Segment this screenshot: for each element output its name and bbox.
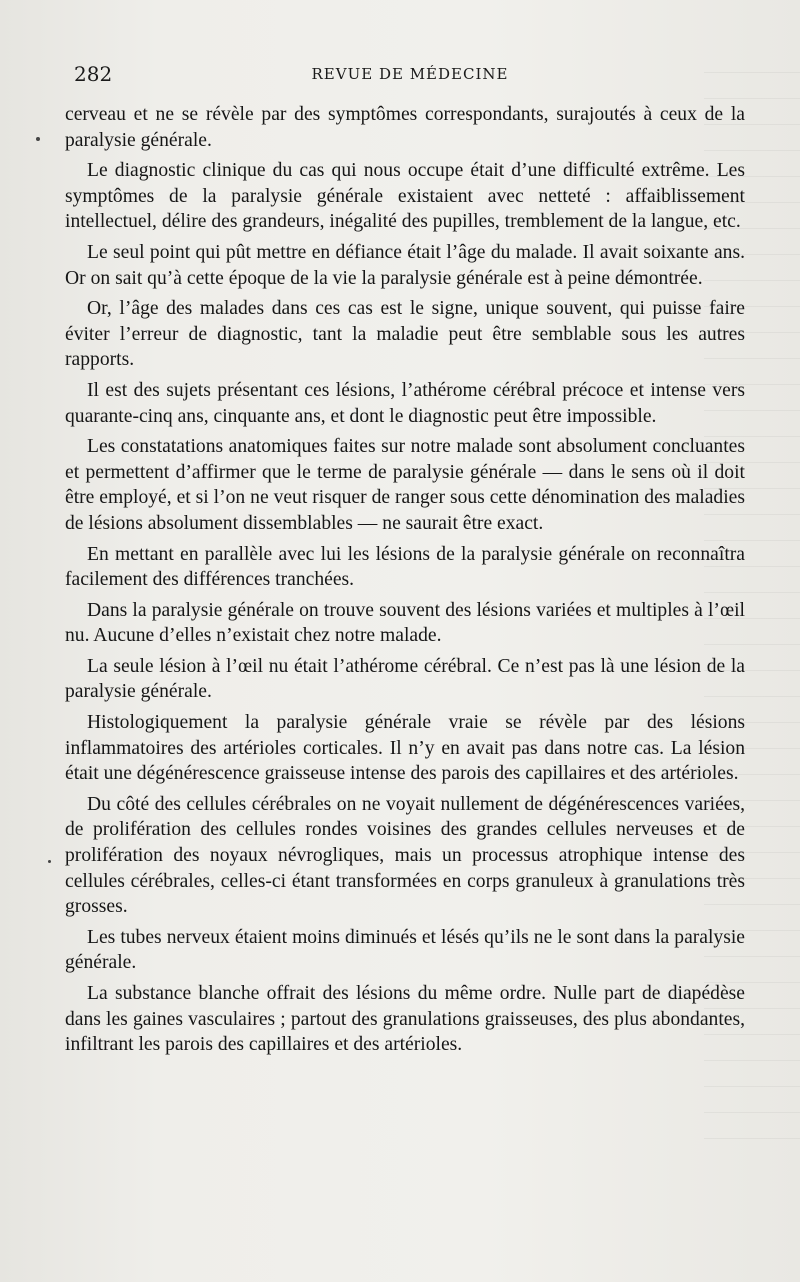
paragraph: Histologiquement la paralysie générale vraie se révèle par des lésions inflammatoires des artérioles corticales. Il n’y en avait pas dans notre cas. La lésion était une dégénérescence graisseuse intense des parois des capillaires et des artérioles. — [65, 712, 745, 785]
ink-speck — [48, 860, 51, 863]
paragraph: Or, l’âge des malades dans ces cas est le signe, unique souvent, qui puisse faire éviter l’erreur de diagnostic, tant la maladie peut être semblable sous les autres rapports. — [65, 298, 745, 371]
paragraph: Les constatations anatomiques faites sur notre malade sont absolument concluantes et permettent d’affirmer que le terme de paralysie générale — dans le sens où il doit être employé, et si l’on ne veut risquer de ranger sous cette dénomination des maladies de lésions absolument dissemblables — ne saurait être exact. — [65, 436, 745, 534]
page-header — [74, 62, 746, 92]
paragraph: Les tubes nerveux étaient moins diminués et lésés qu’ils ne le sont dans la paralysie générale. — [65, 926, 745, 974]
paragraph: Dans la paralysie générale on trouve souvent des lésions variées et multiples à l’œil nu. Aucune d’elles n’existait chez notre malade. — [65, 599, 745, 647]
page-number: 282 — [74, 62, 113, 86]
body-text — [65, 102, 745, 1063]
ink-speck — [36, 137, 40, 141]
paragraph: Il est des sujets présentant ces lésions, l’athérome cérébral précoce et intense vers quarante-cinq ans, cinquante ans, et dont le diagnostic peut être impossible. — [65, 379, 745, 427]
paragraph: Du côté des cellules cérébrales on ne voyait nullement de dégénérescences variées, de prolifération des cellules rondes voisines des grandes cellules nerveuses et de prolifération des noyaux névrogliques, mais un processus atrophique intense des cellules cérébrales, celles-ci étant transformées en corps granuleux à granulations très grosses. — [65, 793, 745, 918]
paragraph: Le seul point qui pût mettre en défiance était l’âge du malade. Il avait soixante ans. Or on sait qu’à cette époque de la vie la paralysie générale est à peine démontrée. — [65, 241, 745, 289]
paragraph: cerveau et ne se révèle par des symptômes correspondants, surajoutés à ceux de la paralysie générale. — [65, 104, 745, 151]
running-head: REVUE DE MÉDECINE — [311, 65, 509, 83]
paragraph: La substance blanche offrait des lésions du même ordre. Nulle part de diapédèse dans les gaines vasculaires ; partout des granulations graisseuses, des plus abondantes, infiltrant les parois des capillaires et des artérioles. — [65, 983, 745, 1056]
paragraph: En mettant en parallèle avec lui les lésions de la paralysie générale on reconnaîtra facilement des différences tranchées. — [65, 543, 745, 591]
paragraph: Le diagnostic clinique du cas qui nous occupe était d’une difficulté extrême. Les symptômes de la paralysie générale existaient avec netteté : affaiblissement intellectuel, délire des grandeurs, inégalité des pupilles, tremblement de la langue, etc. — [65, 160, 745, 233]
paragraph: La seule lésion à l’œil nu était l’athérome cérébral. Ce n’est pas là une lésion de la paralysie générale. — [65, 655, 745, 703]
